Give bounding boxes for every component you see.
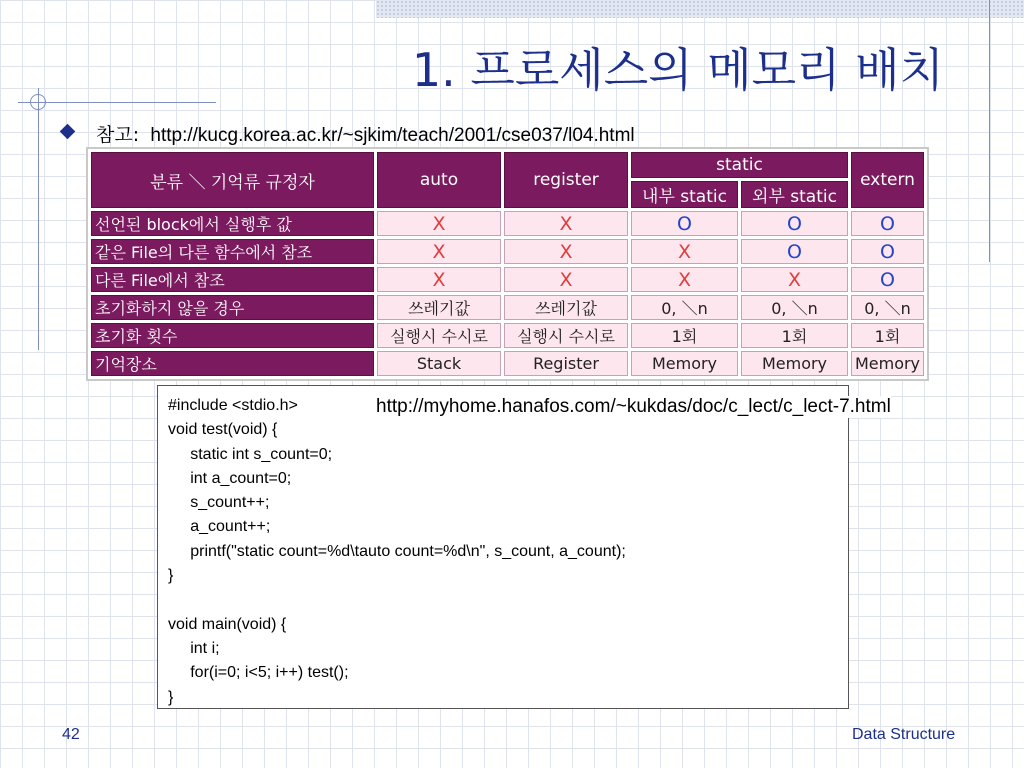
table-cell: 실행시 수시로: [504, 323, 628, 348]
page-number: 42: [62, 726, 80, 743]
table-cell: 1회: [631, 323, 738, 348]
header-static-internal: 내부 static: [631, 181, 738, 208]
header-static-external: 외부 static: [741, 181, 848, 208]
table-cell: 쓰레기값: [377, 295, 501, 320]
table-cell: 실행시 수시로: [377, 323, 501, 348]
cell-x-mark: X: [504, 239, 628, 264]
table-row: [91, 211, 924, 236]
table-cell: Register: [504, 351, 628, 376]
cell-x-mark: X: [631, 239, 738, 264]
top-decor-band: [376, 0, 1024, 18]
second-reference-url[interactable]: http://myhome.hanafos.com/~kukdas/doc/c_lect/c_lect-7.html: [376, 396, 891, 417]
cell-x-mark: X: [631, 267, 738, 292]
table-cell: Memory: [851, 351, 924, 376]
row-label: 다른 File에서 참조: [91, 267, 374, 292]
cell-x-mark: X: [377, 267, 501, 292]
storage-class-table: [86, 147, 929, 381]
bullet-diamond-icon: [60, 124, 76, 140]
cell-o-mark: O: [741, 211, 848, 236]
table-row: [91, 295, 924, 320]
row-label: 초기화하지 않을 경우: [91, 295, 374, 320]
table-cell: 0, ＼n: [631, 295, 738, 320]
code-example-box: [157, 385, 849, 709]
row-label: 선언된 block에서 실행후 값: [91, 211, 374, 236]
cell-o-mark: O: [741, 239, 848, 264]
table-cell: 0, ＼n: [851, 295, 924, 320]
table-row: [91, 323, 924, 348]
table-cell: 쓰레기값: [504, 295, 628, 320]
cell-x-mark: X: [741, 267, 848, 292]
table-cell: 1회: [741, 323, 848, 348]
decor-rule-vertical-left: [38, 88, 39, 350]
cell-x-mark: X: [377, 211, 501, 236]
table-corner-header: 분류 ＼ 기억류 규정자: [91, 152, 374, 208]
reference-url[interactable]: http://kucg.korea.ac.kr/~sjkim/teach/2001/cse037/l04.html: [150, 125, 635, 146]
table-row: [91, 239, 924, 264]
footer-text: Data Structure: [852, 726, 956, 743]
cell-o-mark: O: [631, 211, 738, 236]
header-auto: auto: [377, 152, 501, 208]
row-label: 초기화 횟수: [91, 323, 374, 348]
table-cell: 0, ＼n: [741, 295, 848, 320]
code-listing: #include <stdio.h> void test(void) { static int s_count=0; int a_count=0; s_count++; a_count++; printf("static count=%d\tauto count=%d\n", s_count, a_count); } void main(void) { int i; for(i=0; i<5; i++) test(); }: [168, 397, 626, 706]
cell-o-mark: O: [851, 267, 924, 292]
decor-circle: [30, 94, 46, 110]
table-cell: 1회: [851, 323, 924, 348]
reference-label: 참고:: [96, 124, 140, 146]
header-register: register: [504, 152, 628, 208]
header-static: static: [631, 152, 848, 178]
cell-x-mark: X: [377, 239, 501, 264]
cell-o-mark: O: [851, 211, 924, 236]
table-cell: Stack: [377, 351, 501, 376]
decor-rule-horizontal: [18, 102, 216, 103]
decor-rule-vertical-right: [989, 0, 990, 262]
table-row: [91, 351, 924, 376]
slide-title: 1. 프로세스의 메모리 배치: [411, 43, 944, 97]
table-row: [91, 267, 924, 292]
table-cell: Memory: [741, 351, 848, 376]
cell-o-mark: O: [851, 239, 924, 264]
table-cell: Memory: [631, 351, 738, 376]
cell-x-mark: X: [504, 211, 628, 236]
row-label: 같은 File의 다른 함수에서 참조: [91, 239, 374, 264]
cell-x-mark: X: [504, 267, 628, 292]
header-extern: extern: [851, 152, 924, 208]
reference-line: [96, 120, 635, 147]
row-label: 기억장소: [91, 351, 374, 376]
